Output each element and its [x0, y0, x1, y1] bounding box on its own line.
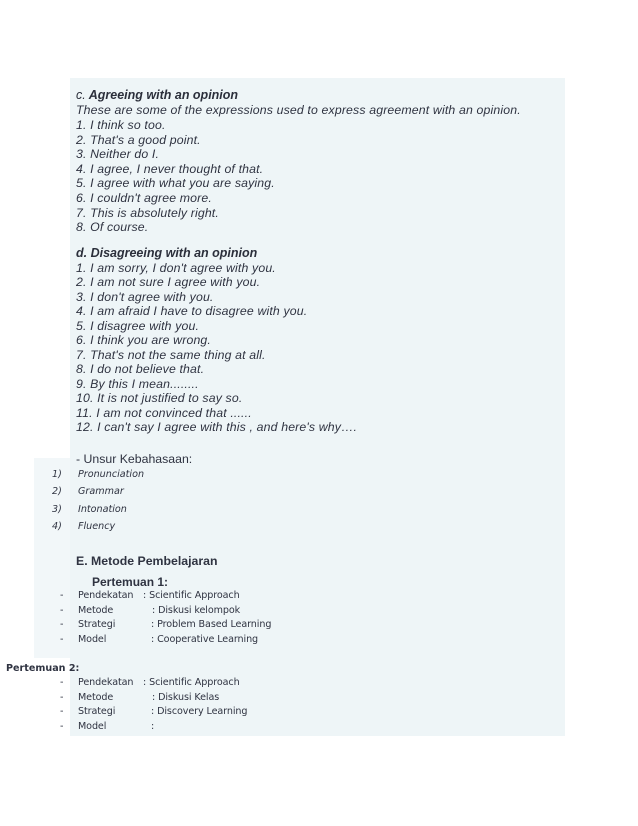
disagree-expression-item: 5. I disagree with you.: [76, 318, 200, 333]
section-c-letter: c.: [76, 88, 86, 102]
method-row-label: Metode: [78, 604, 114, 616]
method-row-value: :: [151, 720, 155, 732]
method-row-value: : Cooperative Learning: [151, 633, 259, 645]
disagree-expression-item: 11. I am not convinced that ......: [76, 405, 252, 420]
section-c-title: Agreeing with an opinion: [88, 88, 239, 102]
agree-expression-item: 2. That's a good point.: [76, 132, 201, 147]
disagree-expression-item: 10. It is not justified to say so.: [76, 391, 243, 406]
row-bullet: -: [60, 706, 64, 718]
unsur-item-number: 1): [52, 469, 62, 480]
method-row-value: : Discovery Learning: [151, 706, 248, 718]
agree-expression-item: 6. I couldn't agree more.: [76, 191, 212, 205]
agree-expression-item: 1. I think so too.: [76, 118, 166, 132]
unsur-item-number: 3): [52, 503, 62, 515]
agree-expression-item: 4. I agree, I never thought of that.: [76, 161, 264, 176]
disagree-expression-item: 9. By this I mean........: [76, 376, 199, 391]
method-row-label: Pendekatan: [78, 677, 134, 688]
disagree-expression-item: 6. I think you are wrong.: [76, 333, 211, 348]
meeting2-title: Pertemuan 2:: [6, 663, 80, 674]
row-bullet: -: [60, 677, 64, 688]
method-row-label: Model: [78, 720, 107, 732]
method-row-value: : Problem Based Learning: [151, 619, 272, 631]
agree-expression-item: 3. Neither do I.: [76, 147, 160, 162]
row-bullet: -: [60, 604, 64, 616]
section-d-title: d. Disagreeing with an opinion: [76, 246, 258, 260]
agree-expression-item: 5. I agree with what you are saying.: [76, 176, 275, 191]
method-row-value: : Diskusi kelompok: [152, 604, 241, 616]
row-bullet: -: [60, 633, 64, 645]
row-bullet: -: [60, 720, 64, 732]
method-row-value: : Scientific Approach: [143, 677, 240, 688]
unsur-item-number: 2): [52, 486, 62, 498]
unsur-kebahasaan-title: - Unsur Kebahasaan:: [76, 452, 193, 466]
agree-expression-item: 7. This is absolutely right.: [76, 205, 219, 220]
unsur-item-label: Fluency: [78, 520, 116, 532]
section-c-intro: These are some of the expressions used to express agreement with an opinion.: [76, 103, 521, 117]
disagree-expression-item: 7. That's not the same thing at all.: [76, 347, 266, 362]
method-row-value: : Diskusi Kelas: [152, 691, 220, 703]
agree-expression-item: 8. Of course.: [76, 220, 149, 235]
section-c-heading: [76, 88, 238, 102]
unsur-item-label: Pronunciation: [78, 469, 145, 480]
unsur-item-label: Intonation: [78, 503, 127, 515]
unsur-item-number: 4): [52, 520, 62, 532]
unsur-item-label: Grammar: [78, 486, 124, 498]
disagree-expression-item: 4. I am afraid I have to disagree with you.: [76, 304, 308, 319]
row-bullet: -: [60, 619, 64, 631]
method-row-label: Model: [78, 633, 107, 645]
method-row-label: Pendekatan: [78, 590, 134, 601]
disagree-expression-item: 2. I am not sure I agree with you.: [76, 275, 261, 290]
disagree-expression-item: 12. I can't say I agree with this , and here's why….: [76, 419, 358, 434]
method-row-label: Strategi: [78, 619, 116, 631]
method-row-label: Metode: [78, 691, 114, 703]
meeting1-title: Pertemuan 1:: [92, 575, 169, 589]
row-bullet: -: [60, 590, 64, 601]
row-bullet: -: [60, 691, 64, 703]
disagree-expression-item: 3. I don't agree with you.: [76, 289, 214, 304]
method-row-value: : Scientific Approach: [143, 590, 240, 601]
section-e-title: E. Metode Pembelajaran: [76, 554, 218, 568]
method-row-label: Strategi: [78, 706, 116, 718]
disagree-expression-item: 1. I am sorry, I don't agree with you.: [76, 261, 276, 275]
disagree-expression-item: 8. I do not believe that.: [76, 362, 205, 377]
